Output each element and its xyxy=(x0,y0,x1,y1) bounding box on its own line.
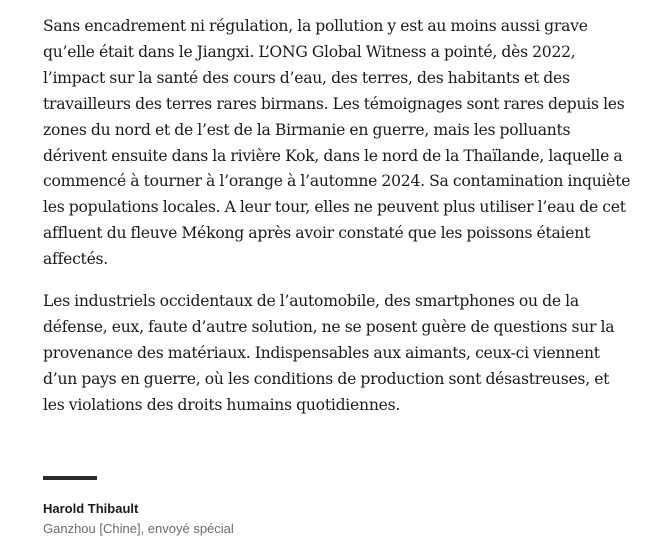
byline-divider xyxy=(43,476,97,480)
article-paragraph: Les industriels occidentaux de l’automobile, des smartphones ou de la défense, eux, faute d’autre solution, ne se posent guère de questions sur la provenance des matériaux. Indispensables aux aimants, ceux-ci viennent d’un pays en guerre, où les conditions de production sont désastreuses, et les violations des droits humains quotidiennes. xyxy=(43,292,615,414)
author-name[interactable]: Harold Thibault xyxy=(43,501,139,516)
article-body xyxy=(43,14,633,419)
article-paragraph: Sans encadrement ni régulation, la pollution y est au moins aussi grave qu’elle était dans le Jiangxi. L’ONG Global Witness a pointé, dès 2022, l’impact sur la santé des cours d’eau, des terres, des habitants et des travailleurs des terres rares birmans. Les témoignages sont rares depuis les zones du nord et de l’est de la Birmanie en guerre, mais les polluants dérivent ensuite dans la rivière Kok, dans le nord de la Thaïlande, laquelle a commencé à tourner à l’orange à l’automne 2024. Sa contamination inquiète les populations locales. A leur tour, elles ne peuvent plus utiliser l’eau de cet affluent du fleuve Mékong après avoir constaté que les poissons étaient affectés. xyxy=(43,17,631,269)
author-location: Ganzhou [Chine], envoyé spécial xyxy=(43,521,234,536)
